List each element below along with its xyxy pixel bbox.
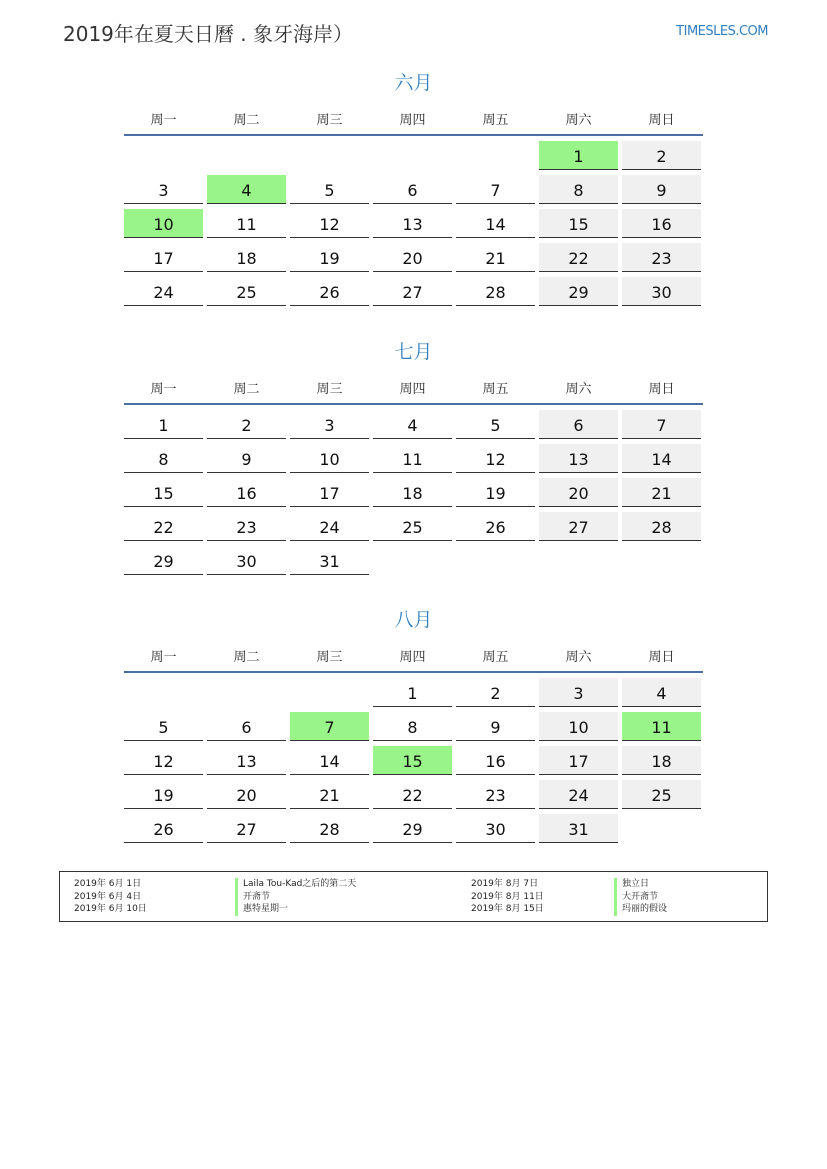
day-cell: 25: [622, 780, 701, 809]
day-cell: 22: [539, 243, 618, 272]
day-cell: 23: [622, 243, 701, 272]
day-cell: 28: [622, 512, 701, 541]
weekday-label: 周二: [233, 381, 260, 397]
weekday-label: 周六: [565, 381, 592, 397]
weekday-label: 周四: [399, 381, 426, 397]
day-cell: 31: [290, 546, 369, 575]
weekday-label: 周日: [648, 381, 675, 397]
day-cell: 12: [456, 444, 535, 473]
day-cell: 17: [124, 243, 203, 272]
empty-cell: [124, 141, 203, 170]
day-cell: 4: [373, 410, 452, 439]
day-cell: 19: [290, 243, 369, 272]
day-cell: 4: [622, 678, 701, 707]
weekday-label: 周三: [316, 649, 343, 665]
day-cell: 6: [539, 410, 618, 439]
legend-dates-right: [471, 878, 544, 916]
day-cell: 13: [539, 444, 618, 473]
day-cell: 8: [373, 712, 452, 741]
legend-dates-left: [74, 878, 147, 916]
day-cell: 10: [539, 712, 618, 741]
holiday-legend: [59, 871, 768, 922]
day-cell: 7: [290, 712, 369, 741]
day-cell: 25: [373, 512, 452, 541]
day-cell: 5: [290, 175, 369, 204]
month-august: [124, 605, 703, 843]
day-cell: 17: [290, 478, 369, 507]
day-cell: 14: [290, 746, 369, 775]
day-cell: 18: [207, 243, 286, 272]
day-cell: 3: [539, 678, 618, 707]
day-cell: 12: [290, 209, 369, 238]
legend-date: 2019年 6月 1日: [74, 879, 142, 889]
empty-cell: [373, 141, 452, 170]
day-cell: 28: [456, 277, 535, 306]
day-cell: 10: [124, 209, 203, 238]
legend-names-right: [614, 878, 667, 916]
day-cell: 22: [124, 512, 203, 541]
weekday-label: 周三: [316, 112, 343, 128]
weekday-label: 周二: [233, 112, 260, 128]
day-cell: 26: [290, 277, 369, 306]
day-cell: 22: [373, 780, 452, 809]
day-cell: 29: [124, 546, 203, 575]
day-cell: 15: [539, 209, 618, 238]
day-cell: 1: [373, 678, 452, 707]
legend-holiday-name: 独立日: [614, 878, 667, 891]
day-cell: 15: [373, 746, 452, 775]
day-cell: 21: [622, 478, 701, 507]
weekday-label: 周四: [399, 649, 426, 665]
day-cell: 2: [207, 410, 286, 439]
day-cell: 1: [124, 410, 203, 439]
days-grid: [124, 141, 703, 306]
day-cell: 26: [456, 512, 535, 541]
day-cell: 20: [373, 243, 452, 272]
day-cell: 6: [207, 712, 286, 741]
empty-cell: [207, 141, 286, 170]
site-link[interactable]: TIMESLES.COM: [676, 24, 768, 39]
day-cell: 28: [290, 814, 369, 843]
empty-cell: [124, 678, 203, 707]
day-cell: 18: [373, 478, 452, 507]
day-cell: 15: [124, 478, 203, 507]
day-cell: 11: [373, 444, 452, 473]
day-cell: 5: [456, 410, 535, 439]
weekday-label: 周五: [482, 112, 509, 128]
days-grid: [124, 678, 703, 843]
weekday-label: 周日: [648, 649, 675, 665]
legend-date: 2019年 6月 4日: [74, 891, 142, 902]
day-cell: 27: [373, 277, 452, 306]
day-cell: 16: [207, 478, 286, 507]
day-cell: 7: [622, 410, 701, 439]
day-cell: 2: [622, 141, 701, 170]
day-cell: 8: [539, 175, 618, 204]
day-cell: 18: [622, 746, 701, 775]
weekday-label: 周六: [565, 649, 592, 665]
day-cell: 27: [539, 512, 618, 541]
day-cell: 4: [207, 175, 286, 204]
day-cell: 9: [622, 175, 701, 204]
weekday-label: 周一: [150, 112, 177, 128]
weekday-header: [124, 371, 703, 405]
day-cell: 21: [456, 243, 535, 272]
day-cell: 5: [124, 712, 203, 741]
day-cell: 11: [622, 712, 701, 741]
legend-holiday-name: 大开斋节: [614, 891, 667, 904]
legend-date: 2019年 6月 10日: [74, 904, 147, 914]
day-cell: 7: [456, 175, 535, 204]
month-title: 七月: [394, 341, 433, 363]
day-cell: 29: [539, 277, 618, 306]
legend-holiday-name: Laila Tou-Kad之后的第二天: [235, 878, 356, 891]
empty-cell: [290, 678, 369, 707]
day-cell: 9: [207, 444, 286, 473]
month-july: [124, 337, 703, 575]
weekday-label: 周一: [150, 381, 177, 397]
day-cell: 16: [622, 209, 701, 238]
weekday-label: 周一: [150, 649, 177, 665]
day-cell: 23: [456, 780, 535, 809]
day-cell: 3: [124, 175, 203, 204]
legend-date: 2019年 8月 15日: [471, 904, 544, 914]
day-cell: 16: [456, 746, 535, 775]
day-cell: 14: [456, 209, 535, 238]
day-cell: 24: [290, 512, 369, 541]
day-cell: 14: [622, 444, 701, 473]
legend-date: 2019年 8月 11日: [471, 891, 544, 902]
day-cell: 30: [207, 546, 286, 575]
weekday-label: 周五: [482, 649, 509, 665]
day-cell: 23: [207, 512, 286, 541]
legend-holiday-name: 玛丽的假设: [614, 903, 667, 916]
weekday-label: 周四: [399, 112, 426, 128]
day-cell: 12: [124, 746, 203, 775]
empty-cell: [290, 141, 369, 170]
legend-holiday-name: 开斋节: [235, 891, 356, 904]
empty-cell: [207, 678, 286, 707]
day-cell: 11: [207, 209, 286, 238]
day-cell: 29: [373, 814, 452, 843]
day-cell: 20: [207, 780, 286, 809]
day-cell: 6: [373, 175, 452, 204]
day-cell: 20: [539, 478, 618, 507]
day-cell: 30: [622, 277, 701, 306]
day-cell: 19: [124, 780, 203, 809]
weekday-header: [124, 102, 703, 136]
weekday-label: 周三: [316, 381, 343, 397]
day-cell: 3: [290, 410, 369, 439]
day-cell: 31: [539, 814, 618, 843]
day-cell: 25: [207, 277, 286, 306]
day-cell: 27: [207, 814, 286, 843]
weekday-header: [124, 639, 703, 673]
page-title: 2019年在夏天日曆 . 象牙海岸）: [63, 22, 353, 46]
legend-names-left: [235, 878, 356, 916]
day-cell: 13: [207, 746, 286, 775]
day-cell: 13: [373, 209, 452, 238]
day-cell: 17: [539, 746, 618, 775]
legend-holiday-name: 惠特星期一: [235, 903, 356, 916]
day-cell: 21: [290, 780, 369, 809]
day-cell: 10: [290, 444, 369, 473]
month-title: 六月: [394, 72, 433, 94]
weekday-label: 周二: [233, 649, 260, 665]
day-cell: 9: [456, 712, 535, 741]
day-cell: 8: [124, 444, 203, 473]
day-cell: 24: [539, 780, 618, 809]
empty-cell: [456, 141, 535, 170]
weekday-label: 周五: [482, 381, 509, 397]
day-cell: 2: [456, 678, 535, 707]
day-cell: 30: [456, 814, 535, 843]
days-grid: [124, 410, 703, 575]
legend-date: 2019年 8月 7日: [471, 879, 539, 889]
weekday-label: 周六: [565, 112, 592, 128]
day-cell: 19: [456, 478, 535, 507]
day-cell: 1: [539, 141, 618, 170]
month-june: [124, 68, 703, 306]
month-title: 八月: [394, 609, 433, 631]
day-cell: 24: [124, 277, 203, 306]
day-cell: 26: [124, 814, 203, 843]
weekday-label: 周日: [648, 112, 675, 128]
